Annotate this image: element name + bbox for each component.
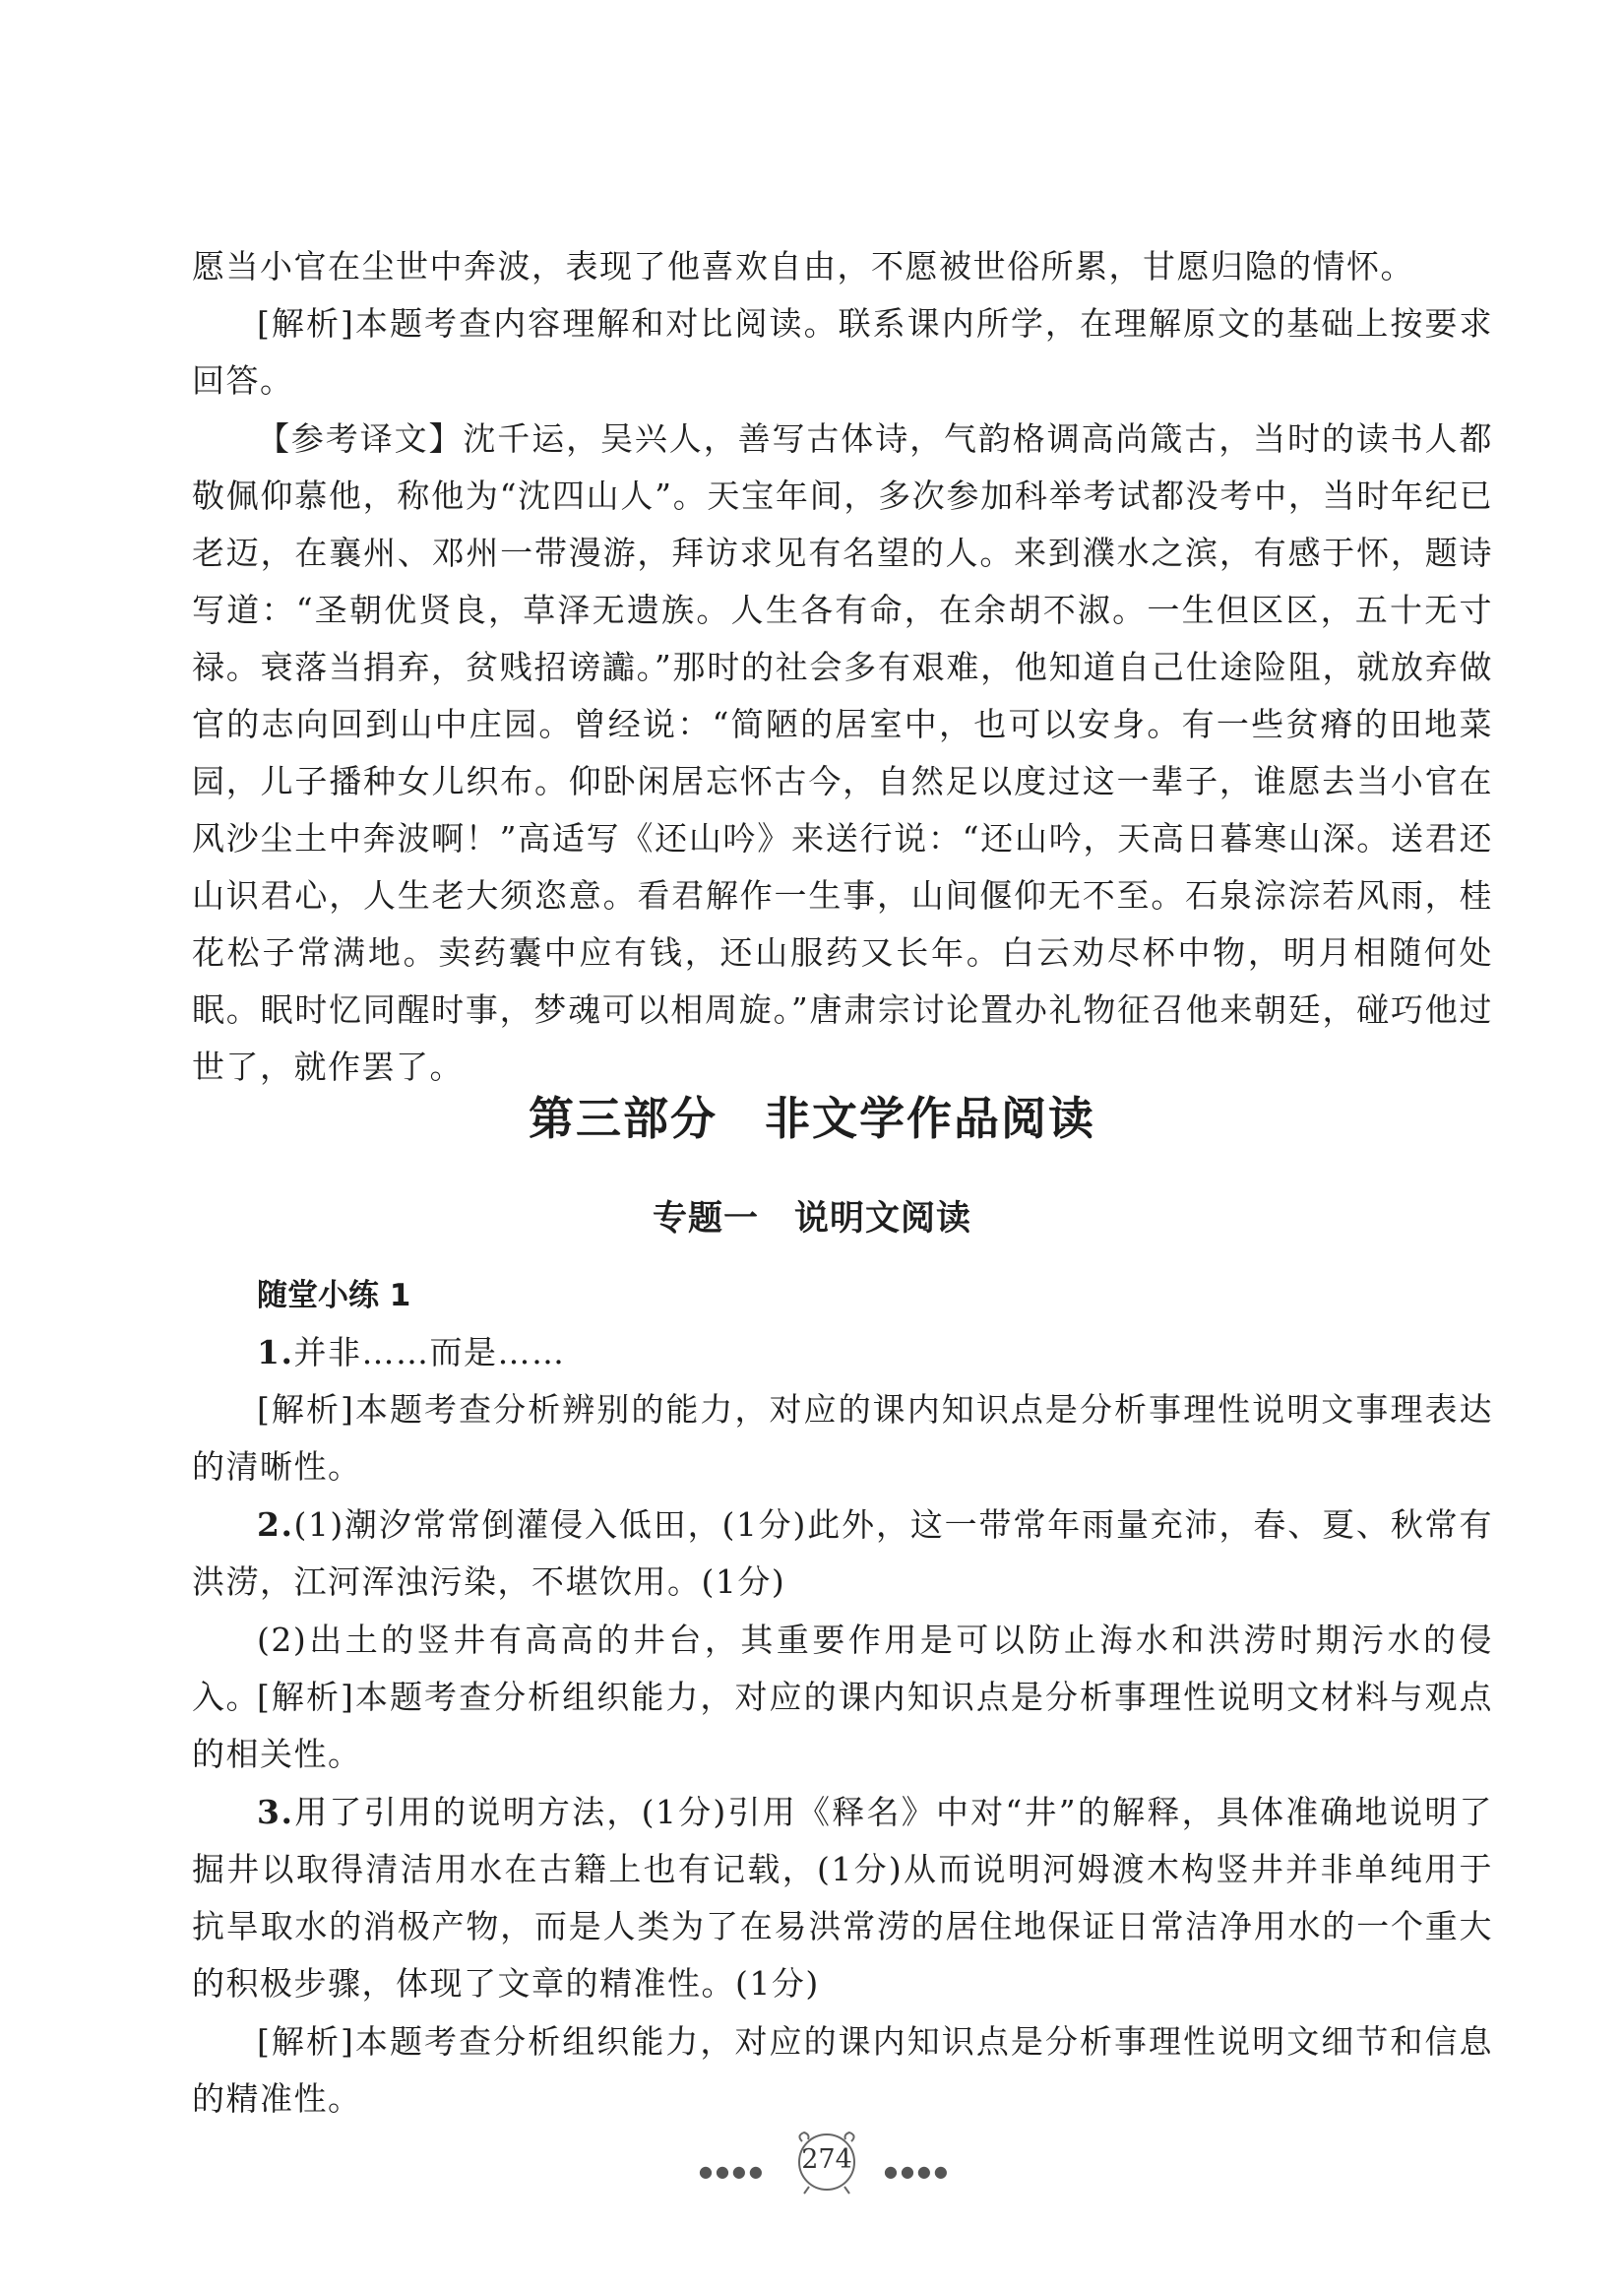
answer-text: 并非……而是…… <box>293 1333 566 1371</box>
question-number: 3. <box>257 1793 294 1831</box>
footer-dots-right: ●●●● <box>884 2162 951 2181</box>
paragraph-analysis-1: [解析]本题考查内容理解和对比阅读。联系课内所学，在理解原文的基础上按要求回答。 <box>192 304 1493 400</box>
answer-2-analysis: [解析]本题考查分析组织能力，对应的课内知识点是分析事理性说明文材料与观点的相关性。 <box>192 1678 1493 1773</box>
answer-3-analysis: [解析]本题考查分析组织能力，对应的课内知识点是分析事理性说明文细节和信息的精准性。 <box>192 2022 1493 2118</box>
answer-2 <box>192 1496 1493 1611</box>
question-number: 2. <box>257 1505 294 1544</box>
answer-3 <box>192 1784 1493 2012</box>
question-number: 1. <box>257 1333 294 1371</box>
paragraph-translation-continuation: 愿当小官在尘世中奔波，表现了他喜欢自由，不愿被世俗所累，甘愿归隐的情怀。 <box>192 247 1414 286</box>
answer-1 <box>192 1324 1493 1381</box>
part-title: 第三部分 非文学作品阅读 <box>529 1092 1095 1145</box>
paragraph-reference-translation: 【参考译文】沈千运，吴兴人，善写古体诗，气韵格调高尚箴古，当时的读书人都敬佩仰慕他，称他为“沈四山人”。天宝年间，多次参加科举考试都没考中，当时年纪已老迈，在襄州、邓州一带漫游，拜访求见有名望的人。来到濮水之滨，有感于怀，题诗写道：“圣朝优贤良，草泽无遗族。人生各有命，在余胡不淑。一生但区区，五十无寸禄。衰落当捐弃，贫贱招谤讟。”那时的社会多有艰难，他知道自己仕途险阻，就放弃做官的志向回到山中庄园。曾经说：“简陋的居室中，也可以安身。有一些贫瘠的田地菜园，儿子播种女儿织布。仰卧闲居忘怀古今，自然足以度过这一辈子，谁愿去当小官在风沙尘土中奔波啊！”高适写《还山吟》来送行说：“还山吟，天高日暮寒山深。送君还山识君心，人生老大须恣意。看君解作一生事，山间偃仰无不至。石泉淙淙若风雨，桂花松子常满地。卖药囊中应有钱，还山服药又长年。白云劝尽杯中物，明月相随何处眠。眠时忆同醒时事，梦魂可以相周旋。”唐肃宗讨论置办礼物征召他来朝廷，碰巧他过世了，就作罢了。 <box>192 419 1493 1086</box>
answer-text: 用了引用的说明方法，(1分)引用《释名》中对“井”的解释，具体准确地说明了掘井以取得清洁用水在古籍上也有记载，(1分)从而说明河姆渡木构竖井并非单纯用于抗旱取水的消极产物，而是人类为了在易洪常涝的居住地保证日常洁净用水的一个重大的积极步骤，体现了文章的精准性。(1分) <box>192 1793 1493 2003</box>
page-number: 274 <box>801 2144 852 2175</box>
topic-title: 专题一 说明文阅读 <box>652 1199 971 1239</box>
page-footer <box>0 2130 1624 2198</box>
practice-title: 随堂小练 1 <box>257 1278 411 1313</box>
answer-text: (1)潮汐常常倒灌侵入低田，(1分)此外，这一带常年雨量充沛，春、夏、秋常有洪涝，江河浑浊污染，不堪饮用。(1分) <box>192 1505 1493 1601</box>
answer-2-part-2: (2)出土的竖井有高高的井台，其重要作用是可以防止海水和洪涝时期污水的侵入。 <box>192 1621 1493 1716</box>
footer-dots-left: ●●●● <box>699 2162 766 2181</box>
answer-1-analysis: [解析]本题考查分析辨别的能力，对应的课内知识点是分析事理性说明文事理表达的清晰性。 <box>192 1390 1493 1486</box>
